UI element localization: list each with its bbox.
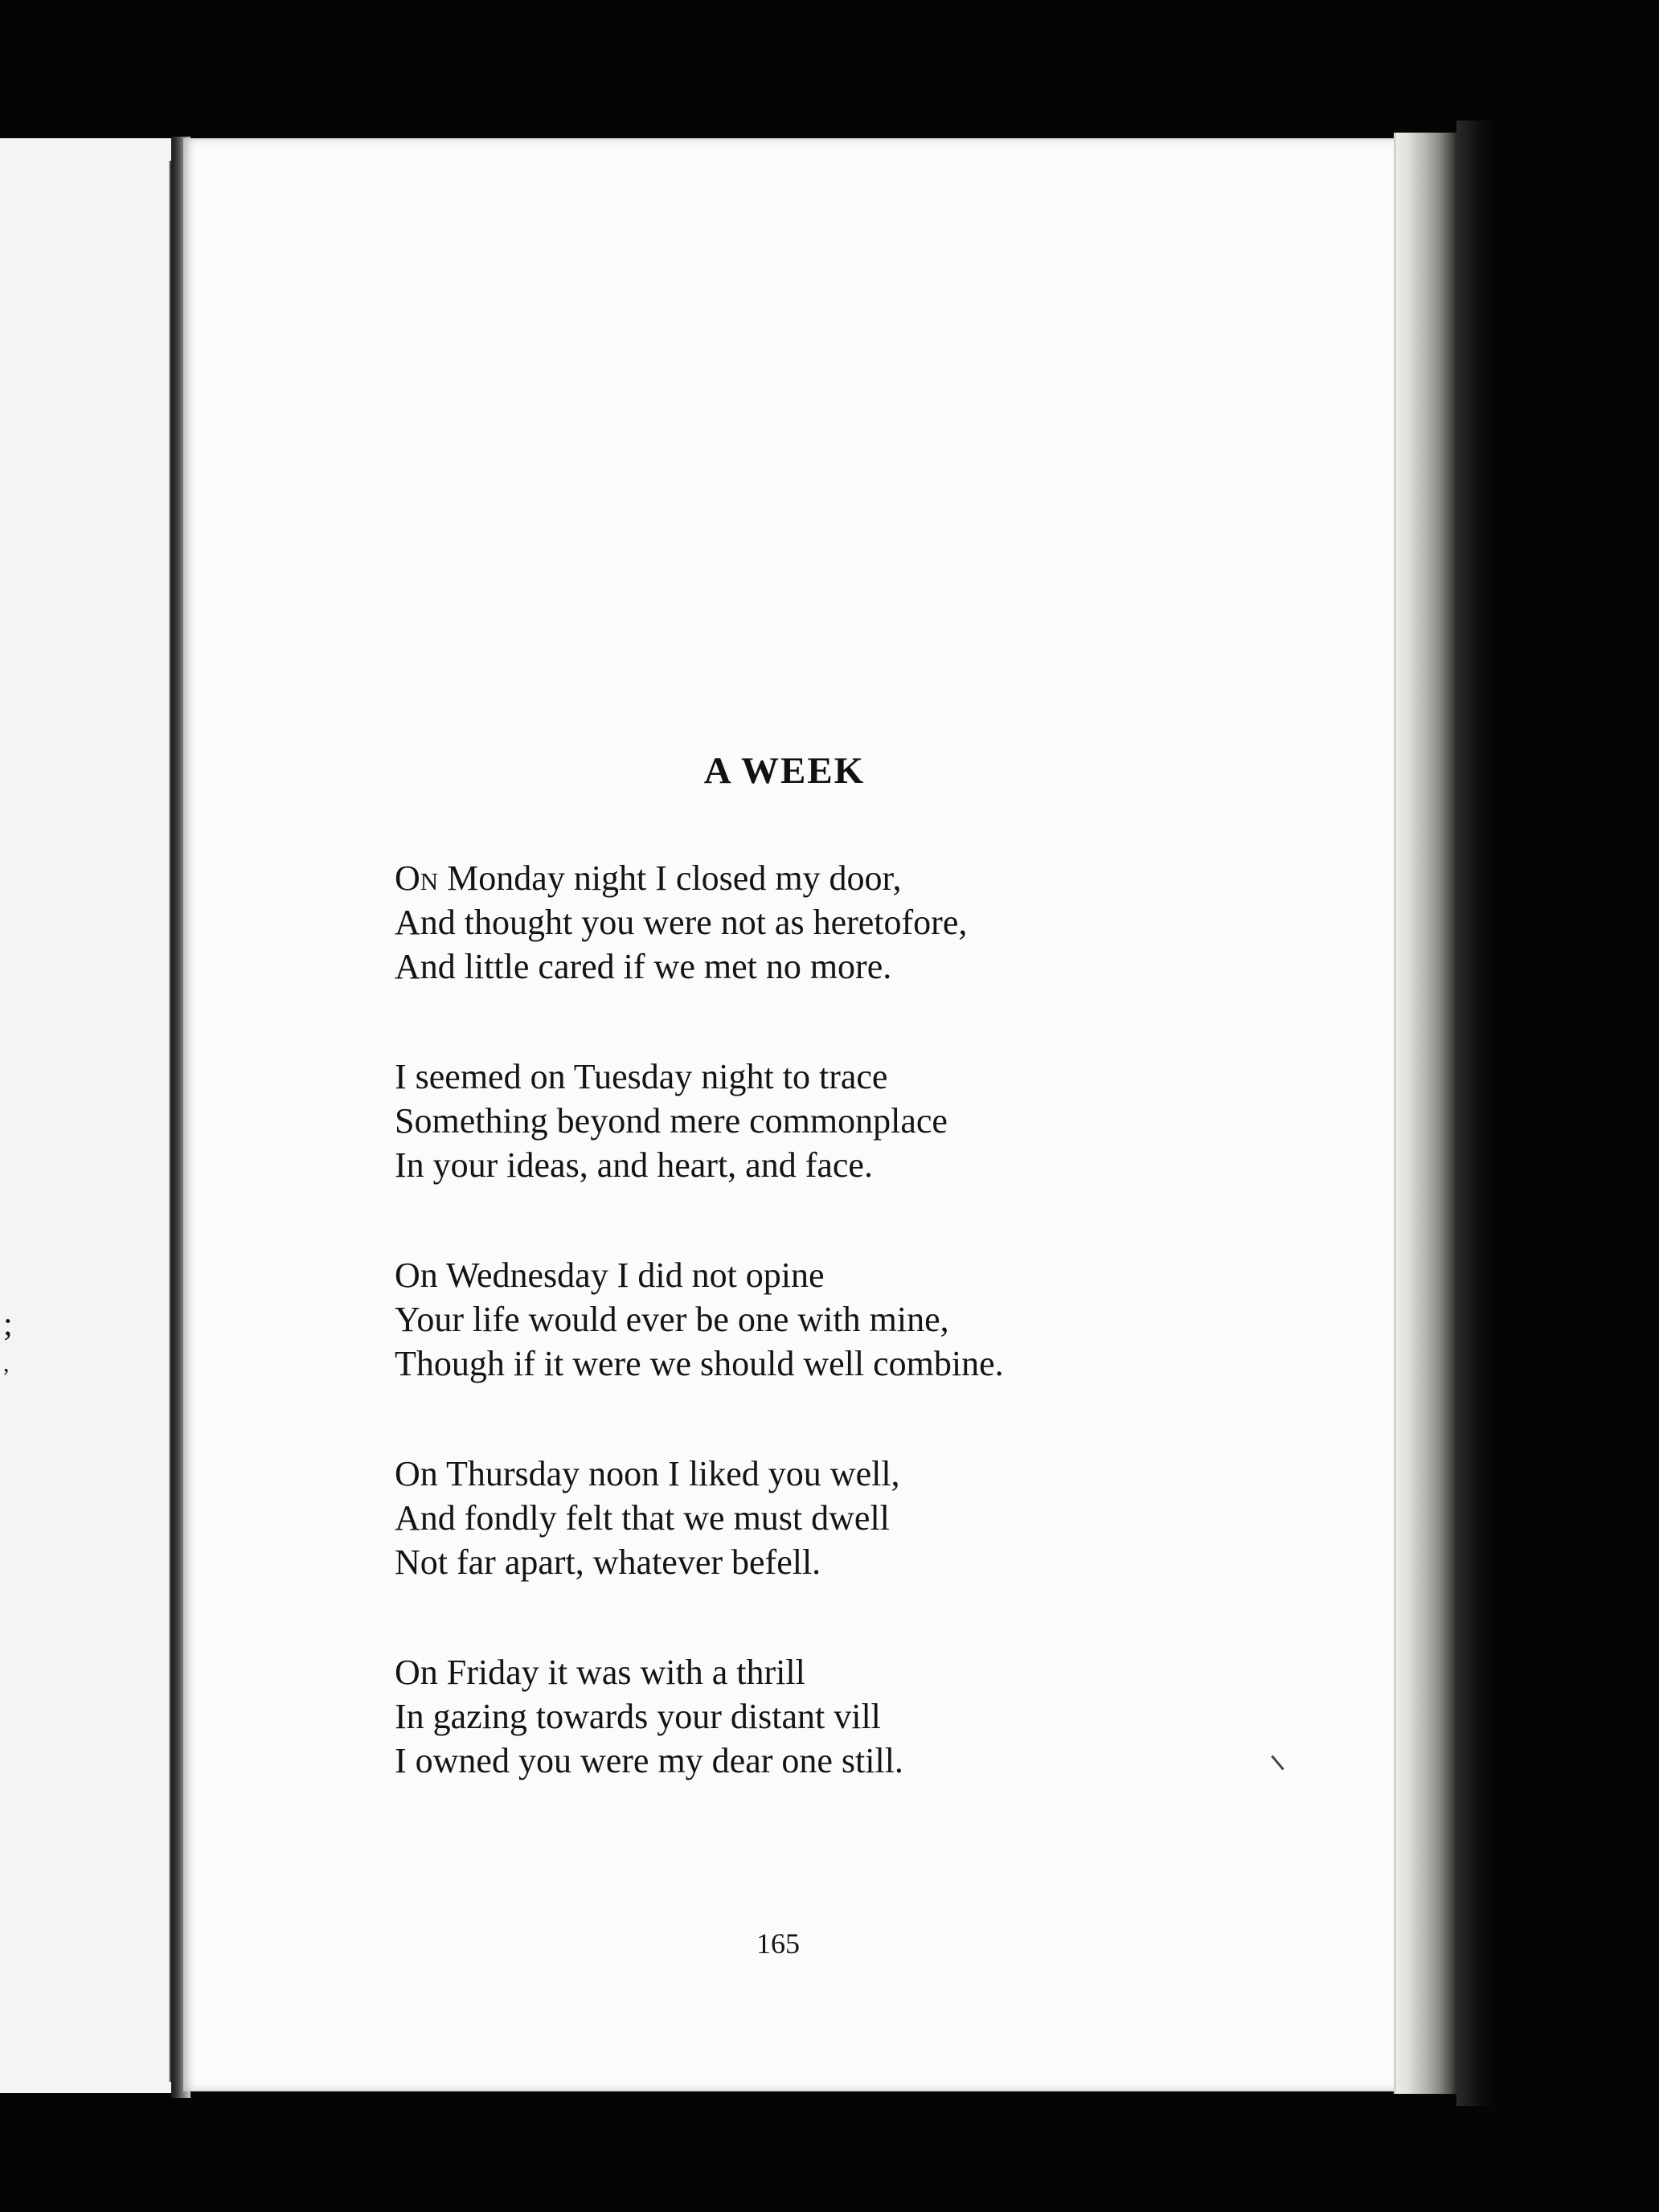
poem-line-text: Monday night I closed my door,: [438, 858, 902, 898]
poem-line: In your ideas, and heart, and face.: [395, 1145, 873, 1185]
poem-line: Your life would ever be one with mine,: [395, 1300, 949, 1339]
previous-page-mark: ;: [3, 1306, 13, 1343]
page-block-edge: [1394, 133, 1458, 2094]
poem-line: Something beyond mere commonplace: [395, 1101, 948, 1141]
poem-line: On Wednesday I did not opine: [395, 1256, 825, 1295]
page-number: [183, 1927, 1395, 1960]
poem-body: [395, 856, 1279, 1849]
book-page: [183, 138, 1395, 2091]
poem-line: I seemed on Tuesday night to trace: [395, 1057, 888, 1096]
book-cover-edge: [1456, 121, 1498, 2106]
poem-line: On Friday it was with a thrill: [395, 1653, 805, 1692]
poem-line: And fondly felt that we must dwell: [395, 1498, 890, 1538]
poem-line: And thought you were not as heretofore,: [395, 903, 968, 942]
poem-line: Not far apart, whatever befell.: [395, 1542, 821, 1582]
poem-line: In gazing towards your distant vill: [395, 1697, 881, 1736]
poem-line: On Thursday noon I liked you well,: [395, 1454, 900, 1493]
poem-title: [183, 749, 1395, 793]
previous-page-mark: ,: [3, 1350, 10, 1377]
stanza: [395, 1253, 1279, 1386]
poem-line: I owned you were my dear one still.: [395, 1741, 903, 1780]
previous-page: [0, 138, 181, 2093]
stanza: [395, 1055, 1279, 1187]
page-number-text: 165: [756, 1927, 800, 1960]
poem-line: Though if it were we should well combine.: [395, 1344, 1004, 1383]
stanza: [395, 1650, 1279, 1783]
stanza: [395, 856, 1279, 989]
poem-title-text: A WEEK: [703, 750, 866, 792]
poem-line: And little cared if we met no more.: [395, 947, 892, 986]
poem-line: [395, 856, 1279, 900]
dropcap-word: On: [395, 858, 439, 898]
stanza: [395, 1452, 1279, 1584]
